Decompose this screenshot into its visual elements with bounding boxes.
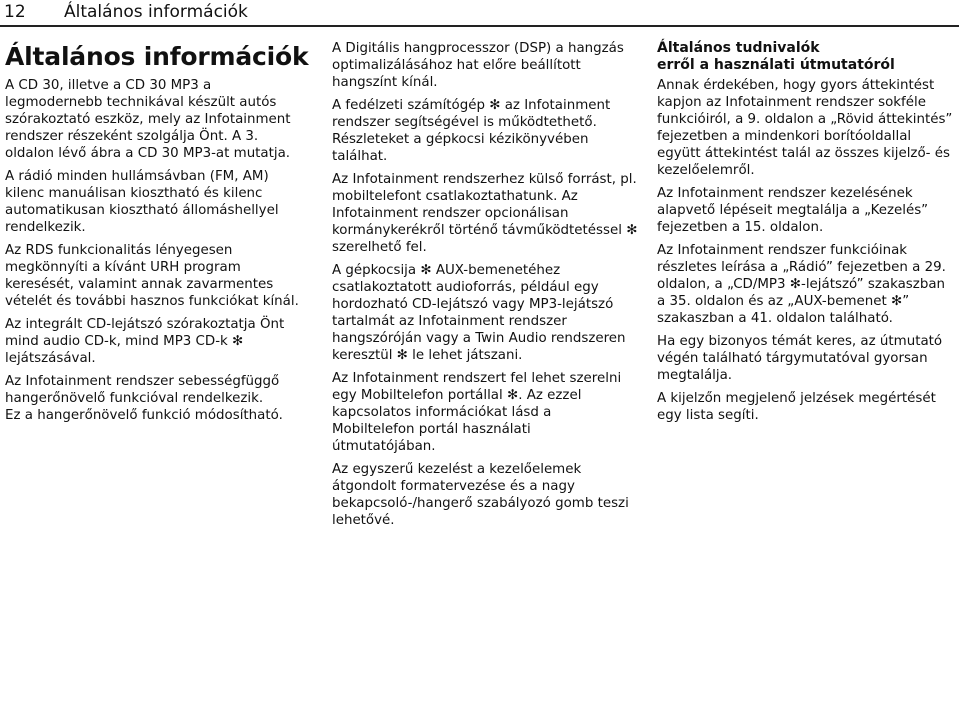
paragraph-board-computer: A fedélzeti számítógép ✻ az Infotainment rendszer segítségével is működtethető. Részleteket a gépkocsi kézikönyvében találhat. [332, 98, 611, 164]
paragraph-controls: Az egyszerű kezelést a kezelőelemek átgondolt formatervezése és a nagy bekapcsoló-/hangerő szabályozó gomb teszi lehetővé. [332, 462, 629, 528]
page-number: 12 [4, 2, 26, 22]
paragraph-cd-player: Az integrált CD-lejátszó szórakoztatja Önt mind audio CD-k, mind MP3 CD-k ✻ lejátszásával. [5, 317, 285, 366]
subsection-title [657, 40, 955, 74]
paragraph-functions: Az Infotainment rendszer funkcióinak részletes leírása a „Rádió” fejezetben a 29. oldalon, a „CD/MP3 ✻-lejátszó” szakaszban a 35. oldalon és az „AUX-bemenet ✻” szakaszban a 41. oldalon található. [657, 243, 946, 326]
paragraph-volume-line-2: Ez a hangerőnövelő funkció módosítható. [5, 408, 283, 423]
column-left [5, 40, 310, 430]
running-title: Általános információk [64, 2, 248, 22]
paragraph-external-source: Az Infotainment rendszerhez külső forrást, pl. mobiltelefont csatlakoztathatunk. Az Infotainment rendszer opcionálisan kormánykerékről történő távműködtetéssel ✻ szerelhető fel. [332, 172, 638, 255]
paragraph-overview: Annak érdekében, hogy gyors áttekintést kapjon az Infotainment rendszer sokféle funkcióiról, a 9. oldalon a „Rövid áttekintés” fejezetben a mindenkori borítóoldallal együtt áttekintést talál az összes kijelző- és kezelőelemről. [657, 78, 953, 178]
paragraph-phone-portal: Az Infotainment rendszert fel lehet szerelni egy Mobiltelefon portállal ✻. Az ezzel kapcsolatos információkat lásd a Mobiltelefon portál használati útmutatójában. [332, 371, 622, 454]
paragraph-rds: Az RDS funkcionalitás lényegesen megkönnyíti a kívánt URH program keresését, valamint annak zavarmentes vételét és további hasznos funkciókat kínál. [5, 243, 299, 309]
paragraph-aux: A gépkocsija ✻ AUX-bemenetéhez csatlakoztatott audioforrás, például egy hordozható CD-lejátszó vagy MP3-lejátszó tartalmát az Infotainment rendszer hangszóróján vagy a Twin Audio rendszeren keresztül ✻ le lehet játszani. [332, 263, 626, 363]
paragraph-dsp: A Digitális hangprocesszor (DSP) a hangzás optimalizálásához hat előre beállított hangszínt kínál. [332, 41, 624, 90]
column-middle [332, 40, 638, 535]
paragraph-volume [5, 373, 310, 424]
paragraph-index: Ha egy bizonyos témát keres, az útmutató végén található tárgymutatóval gyorsan megtalálja. [657, 334, 943, 383]
page-header [0, 0, 959, 27]
paragraph-operation: Az Infotainment rendszer kezelésének alapvető lépéseit megtalálja a „Kezelés” fejezetben a 15. oldalon. [657, 186, 929, 235]
paragraph-intro: A CD 30, illetve a CD 30 MP3 a legmodernebb technikával készült autós szórakoztató eszköz, mely az Infotainment rendszer részeként szolgálja Önt. A 3. oldalon lévő ábra a CD 30 MP3-at mutatja. [5, 78, 291, 161]
subsection-title-line-1: Általános tudnivalók [657, 40, 820, 56]
paragraph-radio: A rádió minden hullámsávban (FM, AM) kilenc manuálisan kiosztható és kilenc automatikusan kiosztható állomáshellyel rendelkezik. [5, 169, 279, 235]
column-right [657, 40, 955, 430]
subsection-title-line-2: erről a használati útmutatóról [657, 57, 895, 73]
paragraph-volume-line-1: Az Infotainment rendszer sebességfüggő hangerőnövelő funkcióval rendelkezik. [5, 374, 280, 406]
paragraph-display-list: A kijelzőn megjelenő jelzések megértését egy lista segíti. [657, 391, 936, 423]
section-title: Általános információk [5, 42, 309, 71]
